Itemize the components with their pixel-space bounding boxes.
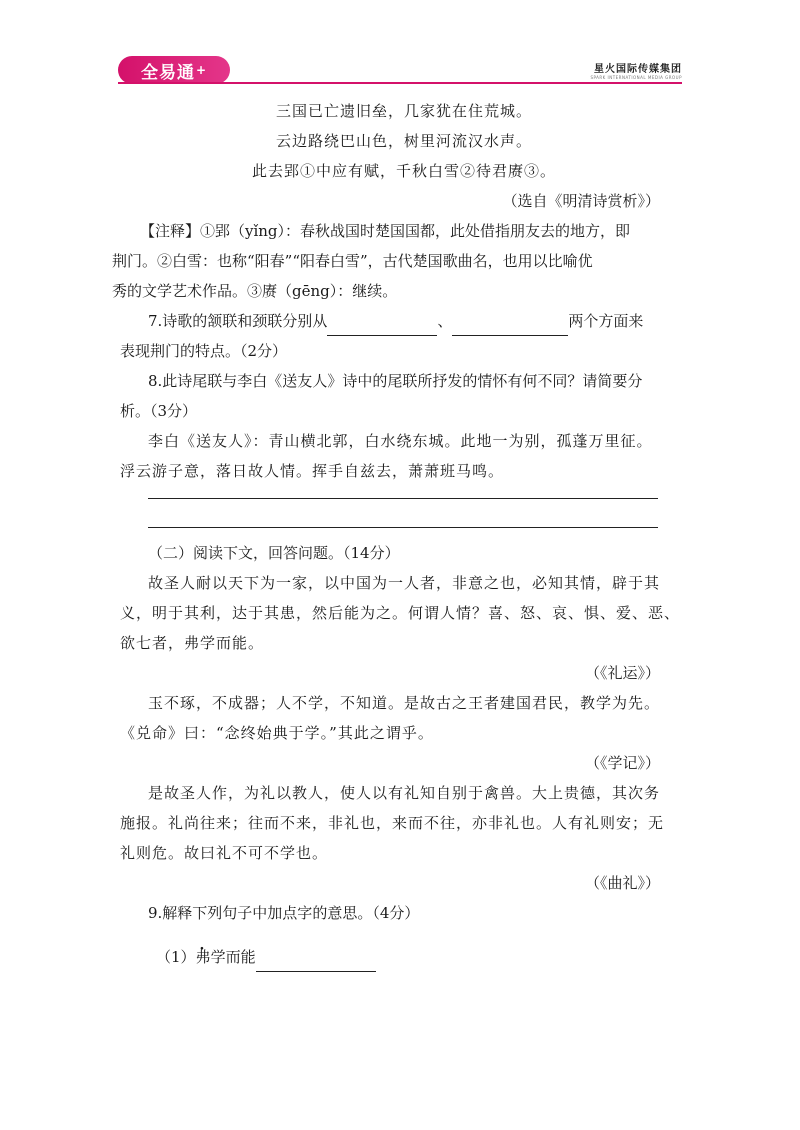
- notes-line-1: 【注释】①郢（yǐng）：春秋战国时楚国国都，此处借指朋友去的地方，即: [140, 222, 631, 240]
- publisher-brand: [590, 60, 682, 80]
- publisher-name-en: SPARK INTERNATIONAL MEDIA GROUP: [590, 75, 682, 80]
- header-divider: [118, 82, 682, 84]
- passage-1-line-3: 欲七者，弗学而能。: [120, 634, 265, 652]
- brand-logo: [118, 56, 230, 84]
- q7-text-2: 两个方面来: [568, 312, 644, 330]
- question-8-line-2: 析。（3分）: [120, 402, 198, 420]
- logo-plus: +: [195, 63, 208, 77]
- q7-text-1: 7.诗歌的颔联和颈联分别从: [148, 312, 328, 330]
- question-9-title: 9.解释下列句子中加点字的意思。（4分）: [148, 904, 420, 922]
- q8-poem-line-2: 浮云游子意，落日故人情。挥手自兹去，萧萧班马鸣。: [120, 462, 505, 480]
- section-2-title: （二）阅读下文，回答问题。（14分）: [148, 544, 400, 562]
- page-content: [112, 96, 681, 972]
- passage-3-source: （《曲礼》）: [584, 874, 660, 892]
- passage-2-line-2: 《兑命》曰：“念终始典于学。”其此之谓乎。: [120, 724, 434, 742]
- q7-blank-1[interactable]: [327, 319, 437, 336]
- question-7: [148, 306, 660, 336]
- passage-1-source: （《礼运》）: [584, 664, 660, 682]
- passage-1-line-1: 故圣人耐以天下为一家，以中国为一人者，非意之也，必知其情，辟于其: [148, 574, 661, 592]
- q9-item-1: [156, 942, 660, 972]
- q9-item-1-prefix: （1）: [156, 948, 196, 966]
- q7-blank-2[interactable]: [452, 319, 568, 336]
- logo-text: 全易通: [140, 62, 195, 83]
- q7-line-2: 表现荆门的特点。（2分）: [120, 342, 288, 360]
- q9-item-1-rest: 学而能: [210, 948, 256, 966]
- page-header: [0, 0, 800, 90]
- poem-line-3: 此去郢①中应有赋，千秋白雪②待君赓③。: [251, 162, 556, 180]
- question-8-line-1: 8.此诗尾联与李白《送友人》诗中的尾联所抒发的情怀有何不同？请简要分: [148, 372, 643, 390]
- poem-source: （选自《明清诗赏析》）: [502, 192, 660, 210]
- passage-3-line-2: 施报。礼尚往来；往而不来，非礼也，来而不往，亦非礼也。人有礼则安；无: [120, 814, 665, 832]
- publisher-name-cn: 星火国际传媒集团: [594, 64, 682, 75]
- q8-poem-line-1: 李白《送友人》：青山横北郭，白水绕东城。此地一为别，孤蓬万里征。: [148, 432, 653, 450]
- poem-line-1: 三国已亡遗旧垒，几家犹在住荒城。: [275, 102, 532, 120]
- notes-line-3: 秀的文学艺术作品。③赓（gēng）：继续。: [112, 282, 398, 300]
- passage-1-line-2: 义，明于其利，达于其患，然后能为之。何谓人情？喜、怒、哀、惧、爱、恶、: [120, 604, 681, 622]
- passage-2-source: （《学记》）: [584, 754, 660, 772]
- poem-line-2: 云边路绕巴山色，树里河流汉水声。: [275, 132, 532, 150]
- passage-3-line-3: 礼则危。故曰礼不可不学也。: [120, 844, 329, 862]
- q9-item-1-dotted-char: 弗: [195, 948, 211, 966]
- passage-3-line-1: 是故圣人作，为礼以教人，使人以有礼知自别于禽兽。大上贵德，其次务: [148, 784, 661, 802]
- q7-separator: 、: [437, 312, 453, 330]
- q9-item-1-blank[interactable]: [256, 955, 376, 972]
- notes-line-2: 荆门。②白雪：也称“阳春”“阳春白雪”，古代楚国歌曲名，也用以比喻优: [112, 252, 593, 270]
- passage-2-line-1: 玉不琢，不成器；人不学，不知道。是故古之王者建国君民，教学为先。: [148, 694, 661, 712]
